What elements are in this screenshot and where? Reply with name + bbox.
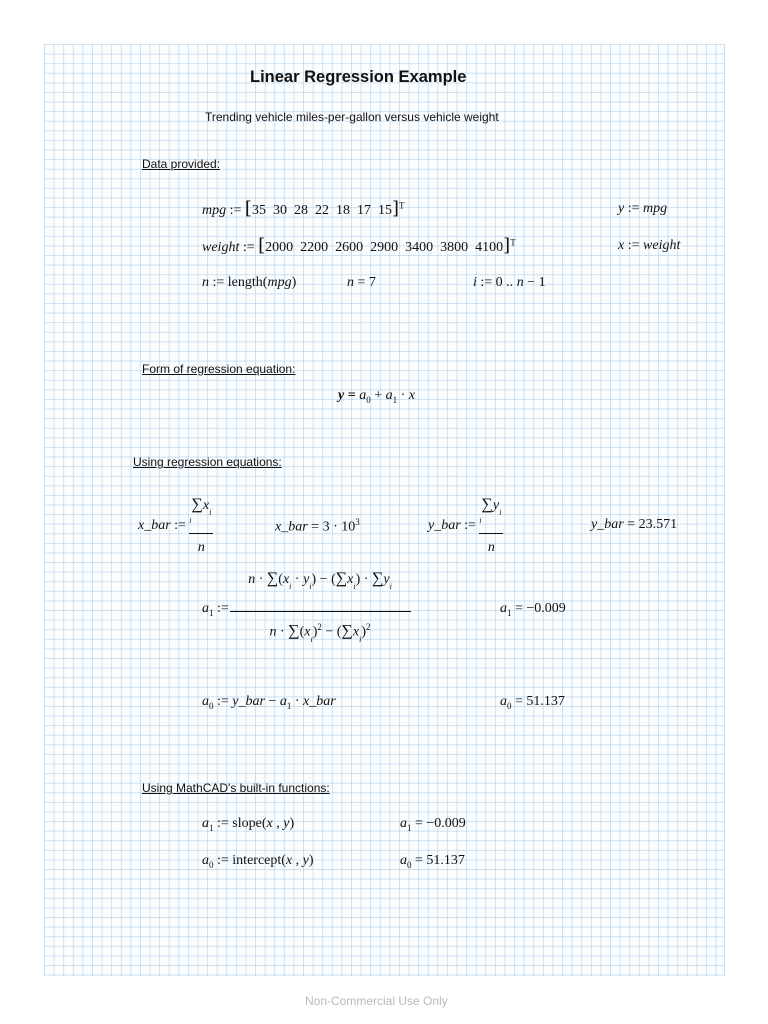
x-bar-result-value: 3 · 10 — [322, 519, 356, 535]
watermark-footer: Non-Commercial Use Only — [305, 994, 448, 1008]
page-title: Linear Regression Example — [250, 68, 467, 86]
a1-numerator: $n \cdot \sum(x_i \cdot y_i) - (\sum x_i) \cdot \sum y_i$ — [248, 570, 392, 591]
weight-definition[interactable]: weight := [2000 2200 2600 2900 3400 3800 4100]$^T$ — [202, 235, 516, 256]
y-bar-result-value: 23.571 — [638, 517, 678, 532]
y-bar-definition[interactable]: y_bar := $\sum y_i$ i n — [428, 496, 502, 555]
a1-label[interactable]: $a_1$ := — [202, 601, 229, 618]
i-range-definition[interactable]: i := 0 .. n − 1 — [473, 275, 546, 290]
page-subtitle: Trending vehicle miles-per-gallon versus vehicle weight — [205, 110, 499, 124]
a1-slope-result[interactable]: $a_1 = -0.009$ — [400, 816, 466, 833]
x-bar-result[interactable]: x_bar = $3 \cdot 10^3$ — [275, 517, 360, 535]
weight-values: 2000 2200 2600 2900 3400 3800 4100 — [265, 240, 504, 255]
n-result-value: 7 — [368, 275, 376, 290]
x-bar-result-exponent: 3 — [355, 517, 360, 527]
a1-result[interactable]: $a_1 = -0.009$ — [500, 601, 566, 618]
a0-result[interactable]: $a_0 = 51.137$ — [500, 694, 565, 711]
a1-result-value: −0.009 — [526, 601, 566, 616]
section-builtin: Using MathCAD's built-in functions: — [142, 781, 330, 795]
section-using-equations: Using regression equations: — [133, 455, 282, 469]
a0-intercept-definition[interactable]: $a_0$ := intercept(x , y) — [202, 853, 314, 870]
mpg-definition[interactable]: mpg := [35 30 28 22 18 17 15]$^T$ — [202, 198, 405, 219]
n-definition[interactable]: n := length(mpg) — [202, 275, 297, 290]
a1-slope-definition[interactable]: $a_1$ := slope(x , y) — [202, 816, 295, 833]
y-bar-result[interactable]: y_bar = 23.571 — [591, 517, 678, 532]
a0-intercept-result[interactable]: $a_0 = 51.137$ — [400, 853, 465, 870]
section-data-provided: Data provided: — [142, 157, 221, 171]
x-bar-definition[interactable]: x_bar := $\sum x_i$ i n — [138, 496, 212, 555]
a1-slope-result-value: −0.009 — [426, 816, 466, 831]
x-definition[interactable]: x := weight — [618, 238, 681, 253]
y-definition[interactable]: y := mpg — [618, 201, 668, 216]
mpg-values: 35 30 28 22 18 17 15 — [251, 203, 392, 218]
a0-intercept-result-value: 51.137 — [426, 853, 465, 868]
n-result[interactable]: n = 7 — [347, 275, 376, 290]
a0-definition[interactable]: $a_0$ := y_bar − $a_1$ · x_bar — [202, 694, 336, 711]
regression-form-equation: $y = a_0 + a_1 \cdot x$ — [338, 388, 415, 405]
a1-denominator: $n \cdot \sum(x_i)^2 - (\sum x_i)^2$ — [269, 622, 371, 644]
section-form: Form of regression equation: — [142, 362, 296, 376]
a0-result-value: 51.137 — [526, 694, 565, 709]
a1-fraction-bar — [230, 611, 411, 612]
